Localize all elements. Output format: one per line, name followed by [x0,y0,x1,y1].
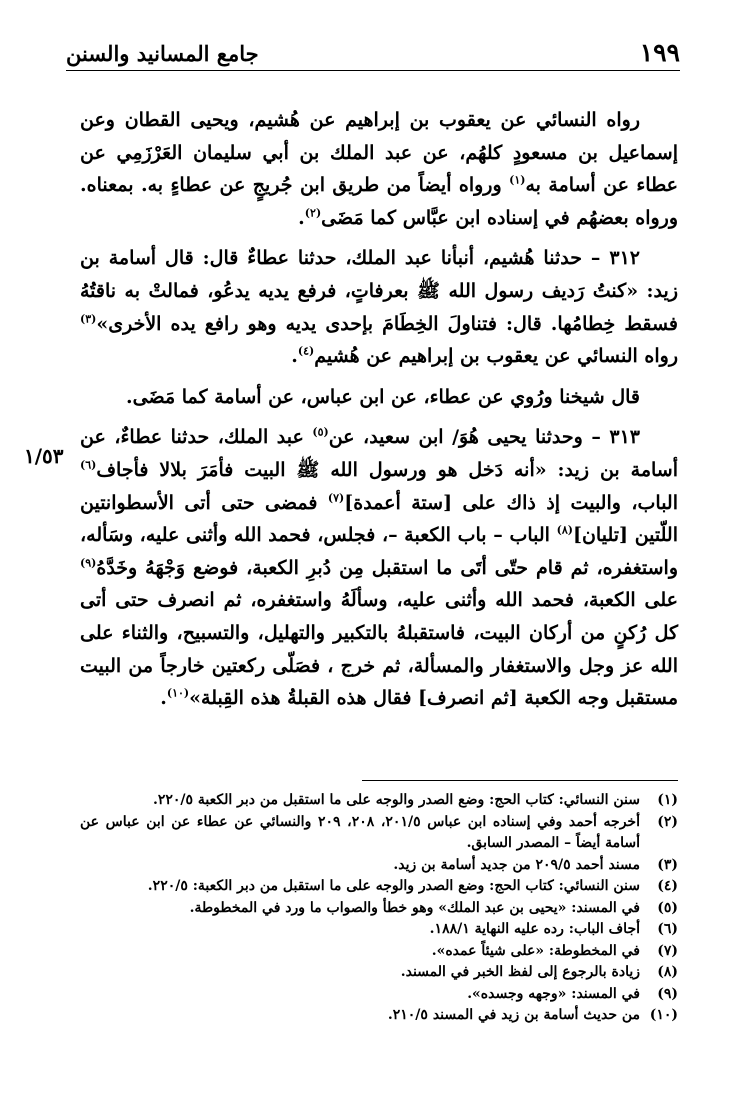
paragraph-3: قال شيخنا ورُوي عن عطاء، عن ابن عباس، عن أسامة كما مَضَى. [126,385,640,408]
hadith-number-313: ٣١٣ [609,426,640,449]
footnote [80,790,678,812]
footnote-text: مسند أحمد ٢٠٩/٥ من جديد أسامة بن زيد. [393,856,640,873]
footnote-text: سنن النسائي: كتاب الحج: وضع الصدر والوجه على ما استقبل من دبر الكعبة: ٢٢٠/٥. [147,878,640,894]
paragraph-1-end: . [298,206,305,229]
hadith-313-text-d: فمضى حتى أتى الأسطوانتين اللّتين [تليان] [80,491,678,547]
hadith-312-text: – حدثنا هُشيم، أنبأنا عبد الملك، حدثنا عطاءٌ قال: قال أسامة بن زيد: «كنتُ رَديف رسول الله ﷺ بعرفاتٍ، فرفع يديه يدعُو، فمالتْ به ناقتُهُ فسقط خِطامُها. قال: فتناولَ الخِطَامَ بإحدى يديه وهو رافع يده الأخرى» [80,247,678,335]
footnote-ref-9: (٩) [80,556,97,570]
footnote-text: في المخطوطة: «على شيئاً عمده». [431,942,640,959]
hadith-number-312: ٣١٢ [609,247,640,270]
footnote [80,855,678,877]
footnote-number: (١٠) [649,1007,678,1023]
footnote-text: في المسند: «وجهه وجسده». [467,985,640,1002]
footnote-ref-2: (٢) [304,206,322,220]
hadith-313-text-e: الباب – باب الكعبة –، فجلس، فحمد الله وأثنى عليه، وسَأله، واستغفره، ثم قام حتّى أتَى ما استقبل مِن دُبرِ الكعبة، فوضع وَجْهَهُ وخَدَّهُ [80,524,678,579]
footnote-text: سنن النسائي: كتاب الحج: وضع الصدر والوجه على ما استقبل من دبر الكعبة ٢٢٠/٥. [152,792,640,808]
footnote [80,919,678,941]
footnote [80,1005,678,1027]
footnote-text: أخرجه أحمد وفي إسناده ابن عباس ٢٠١/٥، ٢٠٨، ٢٠٩ والنسائي عن عطاء عن ابن عباس عن أسامة أيضاً – المصدر السابق. [80,813,640,851]
footnote-ref-5: (٥) [312,426,329,440]
footnote-number: (٣) [657,856,678,873]
footnote-ref-8: (٨) [556,523,573,537]
footnote-ref-10: (١٠) [166,686,190,700]
footnote-number: (٤) [657,878,678,894]
footnote-number: (٥) [657,899,678,916]
footnotes [80,790,678,1027]
footnote [80,898,678,920]
footnote [80,984,678,1006]
footnote-text: زيادة بالرجوع إلى لفظ الخبر في المسند. [400,964,640,980]
hadith-313-text-b: عبد الملك، حدثنا عطاءٌ، عن أسامة بن زيد: «أنه دَخل هو ورسول الله ﷺ البيت فأمَرَ بلالا فأجاف [80,426,678,481]
hadith-313 [80,421,678,714]
footnote-number: (١) [657,792,678,808]
footnote-ref-6: (٦) [80,458,97,472]
footnote-text: في المسند: «يحيى بن عبد الملك» وهو خطأ والصواب ما ورد في المخطوطة. [189,899,640,916]
hadith-312 [80,242,678,372]
footnote-number: (٧) [657,942,678,959]
paragraph-1 [80,104,678,234]
paragraph-1-text-b: ورواه أيضاً من طريق ابن جُريجٍ عن عطاءٍ به. بمعناه. ورواه بعضهُم في إسناده ابن عبَّاس كما مَضَى [80,174,678,229]
footnote-number: (٨) [657,964,678,980]
footnote-ref-7: (٧) [327,491,345,505]
hadith-313-end: . [160,687,167,710]
page-number: ١٩٩ [639,38,680,67]
footnote-ref-3: (٣) [80,312,97,326]
footnote-number: (٩) [657,985,678,1002]
footnote [80,941,678,963]
paragraph-1-text: رواه النسائي عن يعقوب بن إبراهيم عن هُشيم، ويحيى القطان وعن إسماعيل بن مسعودٍ كلهُم، عن عبد الملك بن أبي سليمان العَرْزَمِي عن عطاء عن أسامة به [80,109,678,197]
footnote-text: أجاف الباب: رده عليه النهاية ١٨٨/١. [429,921,640,937]
hadith-312-end: . [291,345,298,368]
main-text [80,104,678,723]
footnote-number: (٢) [657,813,678,830]
hadith-312-text-b: رواه النسائي عن يعقوب بن إبراهيم عن هُشيم [314,345,678,368]
footnote-ref-1: (١) [509,173,526,187]
footnote-separator [362,780,678,781]
footnote-number: (٦) [657,921,678,937]
footnote [80,876,678,898]
footnote-text: من حديث أسامة بن زيد في المسند ٢١٠/٥. [387,1007,640,1023]
footnote-ref-4: (٤) [297,344,315,358]
footnote [80,812,678,855]
page-header [66,34,680,71]
hadith-313-text-f: على الكعبة، فحمد الله وأثنى عليه، وسألَهُ واستغفره، ثم انصرف حتى أتى كل رُكنٍ من أركان البيت، فاستقبلهُ بالتكبير والتهليل، والتسبيح، والثناء على الله عز وجل والاستغفار والمسألة، ثم خرج ، فصَلّى ركعتين خارجاً من البيت مستقبل وجه الكعبة [ثم انصرف] فقال هذه القبلةُ هذه القِبلة» [80,589,678,710]
hadith-313-text-a: – وحدثنا يحيى هُوَ/ ابن سعيد، عن [328,426,610,449]
running-title: جامع المسانيد والسنن [66,41,259,66]
footnote [80,962,678,984]
hadith-313-text-c: الباب، والبيت إذ ذاك على [ستة أعمدة] [344,491,678,514]
manuscript-folio-note: ١/٥٣ [24,444,64,468]
